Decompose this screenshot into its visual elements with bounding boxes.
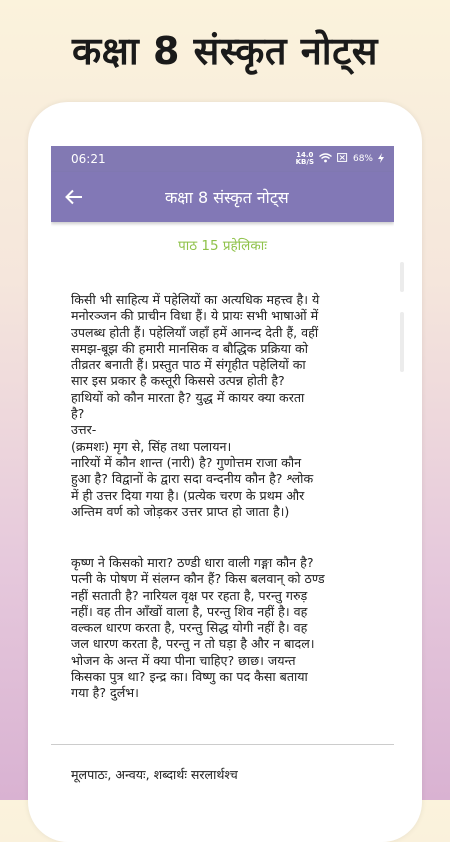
phone-volume-button bbox=[400, 262, 404, 292]
wifi-icon bbox=[319, 153, 332, 166]
promo-title: कक्षा 8 संस्कृत नोट्स bbox=[72, 29, 378, 73]
battery-icon bbox=[337, 153, 348, 165]
arrow-left-icon bbox=[65, 189, 83, 205]
section-footer-text: मूलपाठः, अन्वयः, शब्दार्थः सरलार्थश्च bbox=[71, 767, 238, 782]
app-bar bbox=[51, 172, 394, 222]
chapter-heading: पाठ 15 प्रहेलिकाः bbox=[178, 238, 267, 254]
lesson-paragraph-1: किसी भी साहित्य में पहेलियों का अत्यधिक महत्त्व है। ये मनोरञ्जन की प्राचीन विधा हैं। ये प्रायः सभी भाषाओं में उपलब्ध होती हैं। पहेलियाँ जहाँ हमें आनन्द देती हैं, वहीं समझ-बूझ की हमारी मानसिक व बौद्धिक प्रक्रिया को तीव्रतर बनाती हैं। प्रस्तुत पाठ में संगृहीत पहेलियों का सार इस प्रकार है कस्तूरी किससे उत्पन्न होती है? हाथियों को कौन मारता है? युद्ध में कायर क्या करता है? उत्तर- (क्रमशः) मृग से, सिंह तथा पलायन। नारियों में कौन शान्त (नारी) है? गुणोत्तम राजा कौन हुआ है? विद्वानों के द्वारा सदा वन्दनीय कौन है? श्लोक में ही उत्तर दिया गया है। (प्रत्येक चरण के प्रथम और अन्तिम वर्ण को जोड़कर उत्तर प्राप्त हो जाता है।) bbox=[71, 292, 320, 519]
status-bar bbox=[51, 146, 394, 172]
lesson-paragraph-2: कृष्ण ने किसको मारा? ठण्डी धारा वाली गङ्गा कौन है? पत्नी के पोषण में संलग्न कौन हैं? किस बलवान् को ठण्ड नहीं सताती है? नारियल वृक्ष पर रहता है, परन्तु गरुड़ नहीं। वह तीन आँखों वाला है, परन्तु शिव नहीं है। वह वल्कल धारण करता है, परन्तु सिद्ध योगी नहीं है। वह जल धारण करता है, परन्तु न तो घड़ा है और न बादल। भोजन के अन्त में क्या पीना चाहिए? छाछ। जयन्त किसका पुत्र था? इन्द्र का। विष्णु का पद कैसा बताया गया है? दुर्लभ। bbox=[71, 555, 325, 701]
battery-percent: 68% bbox=[352, 154, 373, 164]
divider bbox=[51, 744, 394, 745]
back-button[interactable] bbox=[65, 184, 91, 210]
status-icons bbox=[296, 152, 384, 166]
network-speed-unit: KB/S bbox=[295, 158, 314, 166]
bolt-icon bbox=[378, 153, 384, 166]
network-speed-value: 14.0 bbox=[296, 151, 314, 159]
network-speed bbox=[296, 152, 314, 166]
lesson-content bbox=[51, 236, 394, 254]
app-screen bbox=[51, 146, 394, 806]
status-time: 06:21 bbox=[71, 152, 106, 166]
app-bar-title: कक्षा 8 संस्कृत नोट्स bbox=[165, 188, 289, 207]
phone-power-button bbox=[400, 312, 404, 372]
